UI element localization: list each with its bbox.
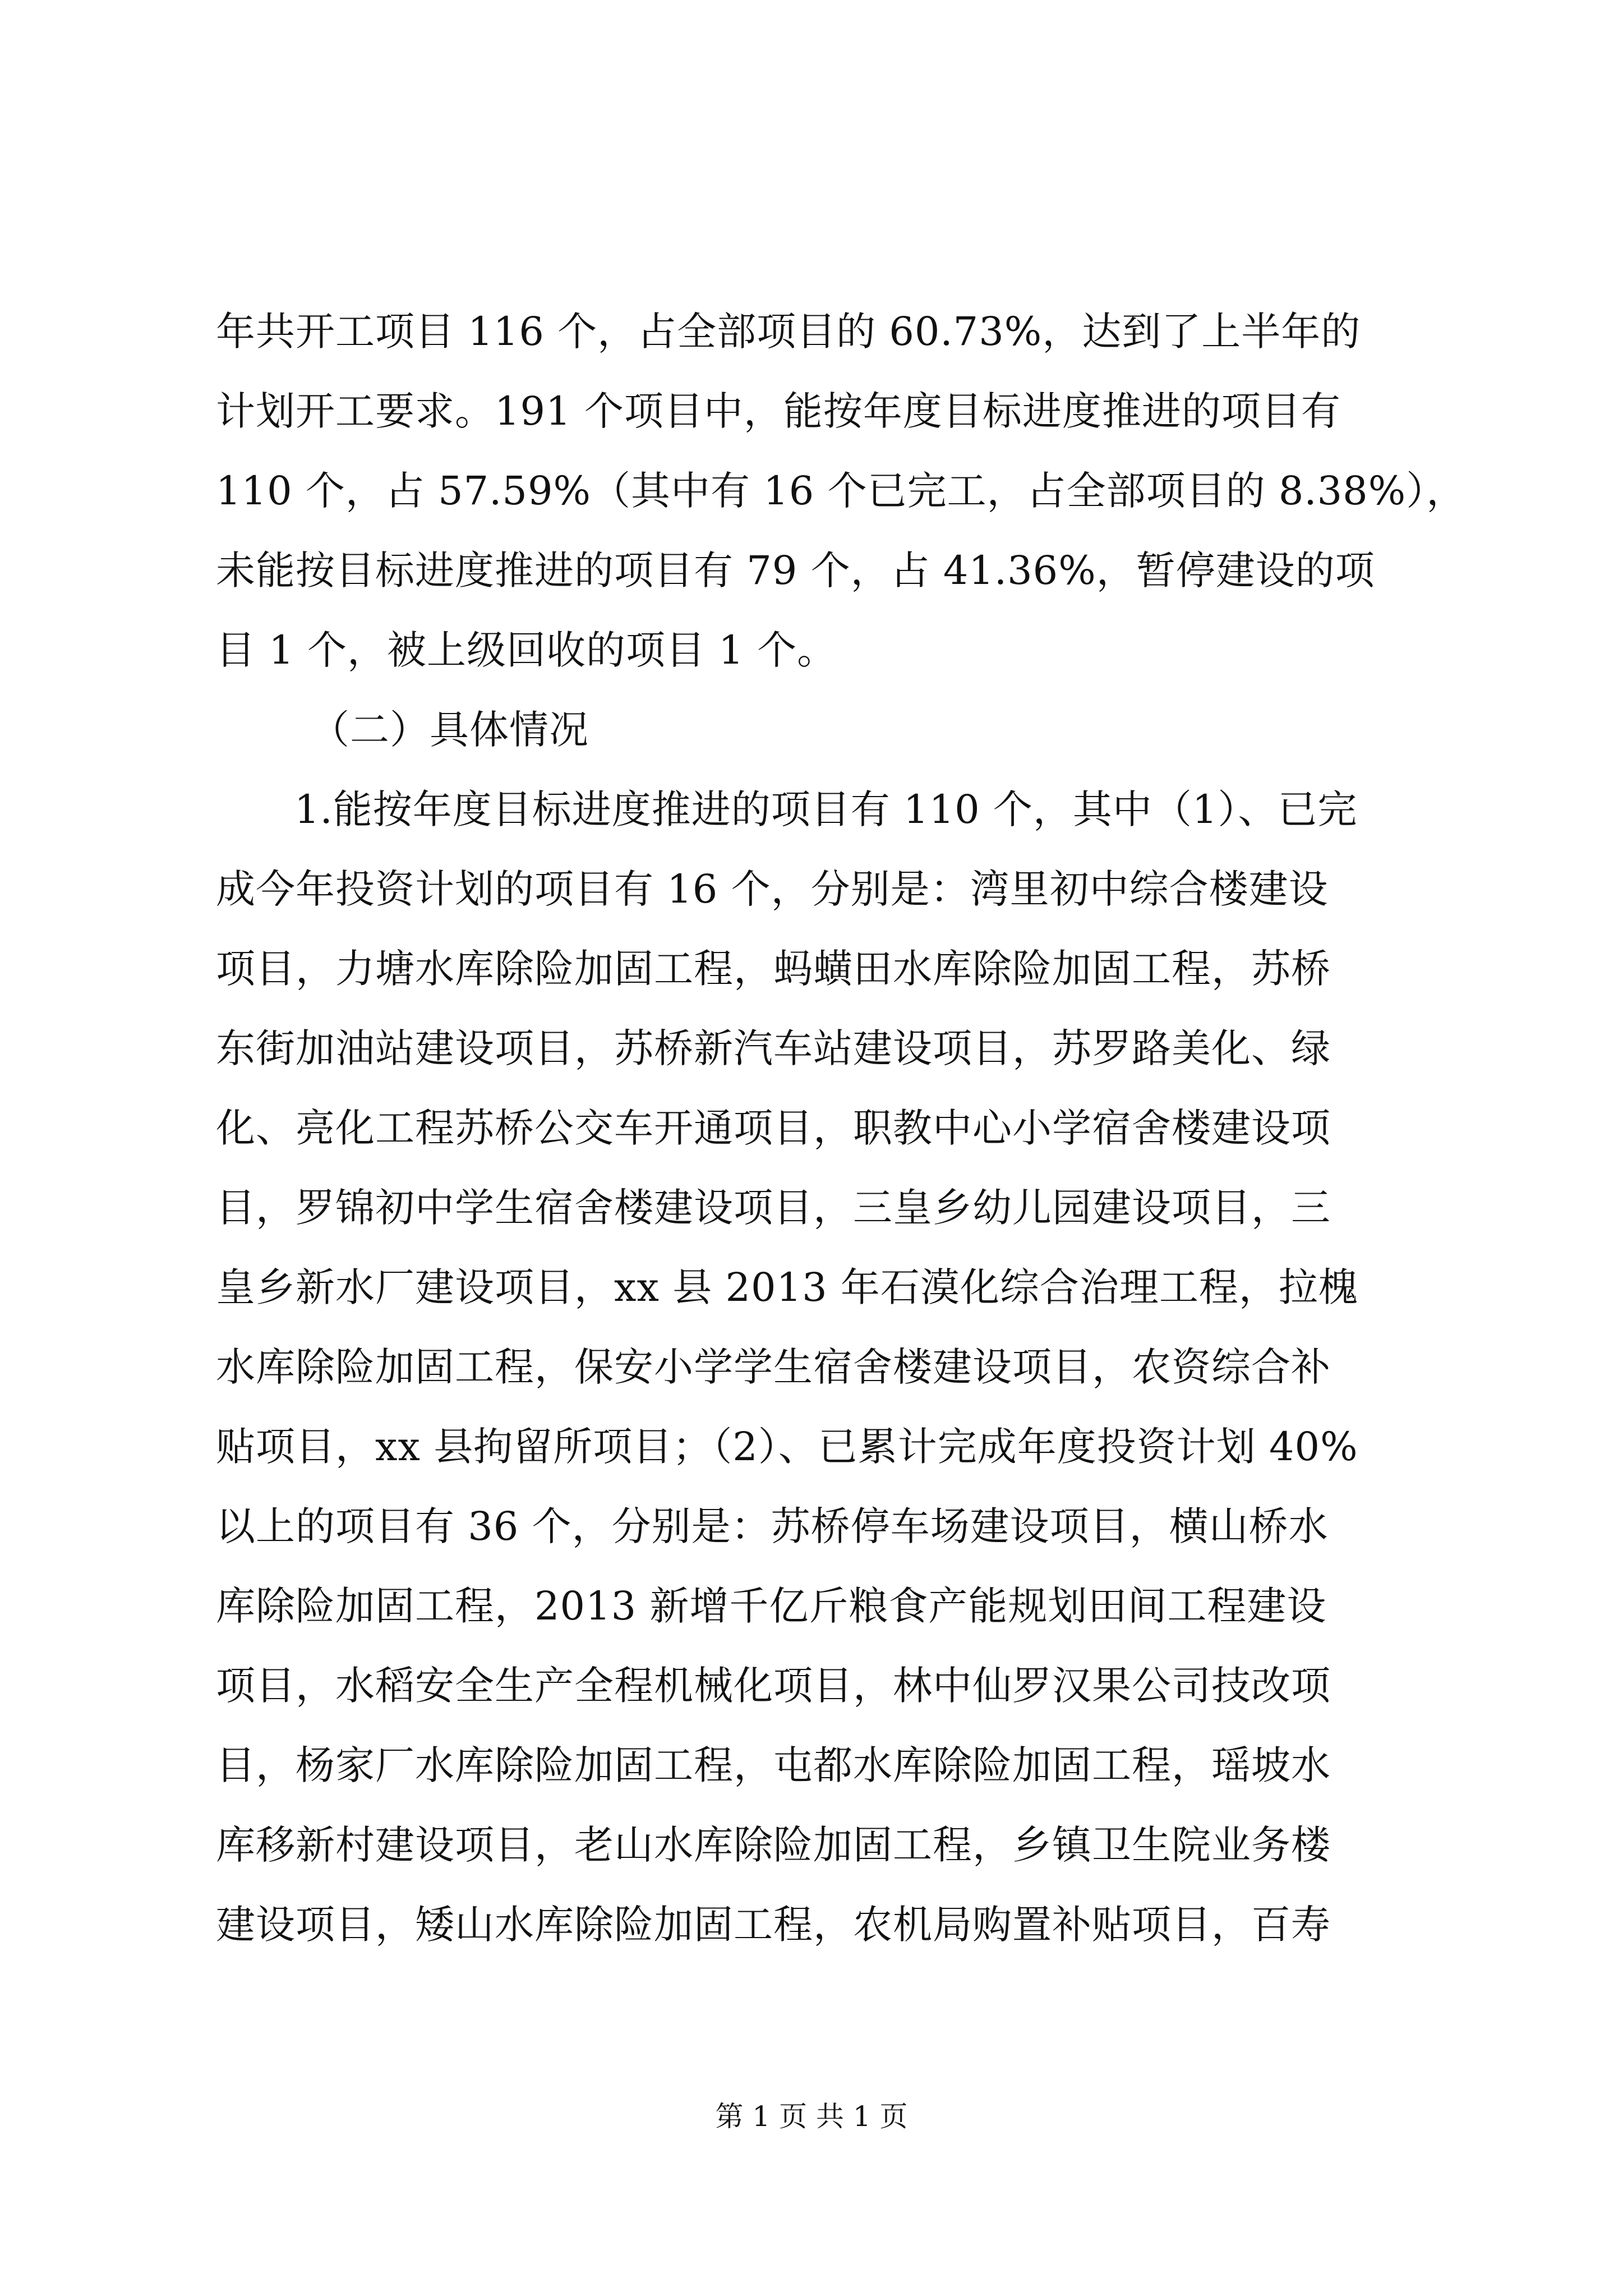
page-footer bbox=[0, 2097, 1623, 2136]
document-body bbox=[216, 292, 1467, 1964]
body-line: 未能按目标进度推进的项目有 79 个，占 41.36%，暂停建设的项 bbox=[216, 547, 1375, 593]
body-line: 1.能按年度目标进度推进的项目有 110 个，其中（1）、已完 bbox=[294, 786, 1358, 832]
body-line: 目，杨家厂水库除险加固工程，屯都水库除险加固工程，瑶坡水 bbox=[216, 1742, 1331, 1788]
section-heading: （二）具体情况 bbox=[310, 707, 589, 753]
body-line: 建设项目，矮山水库除险加固工程，农机局购置补贴项目，百寿 bbox=[216, 1902, 1331, 1948]
body-line: 目 1 个，被上级回收的项目 1 个。 bbox=[216, 627, 837, 673]
body-line: 东街加油站建设项目，苏桥新汽车站建设项目，苏罗路美化、绿 bbox=[216, 1025, 1331, 1071]
body-line: 贴项目，xx 县拘留所项目；（2）、已累计完成年度投资计划 40% bbox=[216, 1424, 1358, 1470]
body-line: 水库除险加固工程，保安小学学生宿舍楼建设项目，农资综合补 bbox=[216, 1344, 1331, 1390]
body-line: 年共开工项目 116 个，占全部项目的 60.73%，达到了上半年的 bbox=[216, 309, 1361, 355]
body-line: 以上的项目有 36 个，分别是：苏桥停车场建设项目，横山桥水 bbox=[216, 1503, 1329, 1549]
page-number-label: 第 1 页 共 1 页 bbox=[715, 2100, 908, 2133]
body-line: 成今年投资计划的项目有 16 个，分别是：湾里初中综合楼建设 bbox=[216, 866, 1329, 912]
body-line: 库除险加固工程，2013 新增千亿斤粮食产能规划田间工程建设 bbox=[216, 1583, 1327, 1629]
body-line: 项目，水稻安全生产全程机械化项目，林中仙罗汉果公司技改项 bbox=[216, 1663, 1331, 1709]
body-line: 皇乡新水厂建设项目，xx 县 2013 年石漠化综合治理工程，拉槐 bbox=[216, 1264, 1358, 1310]
body-line: 化、亮化工程苏桥公交车开通项目，职教中心小学宿舍楼建设项 bbox=[216, 1105, 1331, 1151]
body-line: 计划开工要求。191 个项目中，能按年度目标进度推进的项目有 bbox=[216, 388, 1341, 434]
body-line: 项目，力塘水库除险加固工程，蚂蟥田水库除险加固工程，苏桥 bbox=[216, 946, 1331, 992]
body-line: 目，罗锦初中学生宿舍楼建设项目，三皇乡幼儿园建设项目，三 bbox=[216, 1185, 1331, 1231]
body-line: 110 个，占 57.59%（其中有 16 个已完工，占全部项目的 8.38%）， bbox=[216, 468, 1467, 514]
body-line: 库移新村建设项目，老山水库除险加固工程，乡镇卫生院业务楼 bbox=[216, 1822, 1331, 1868]
